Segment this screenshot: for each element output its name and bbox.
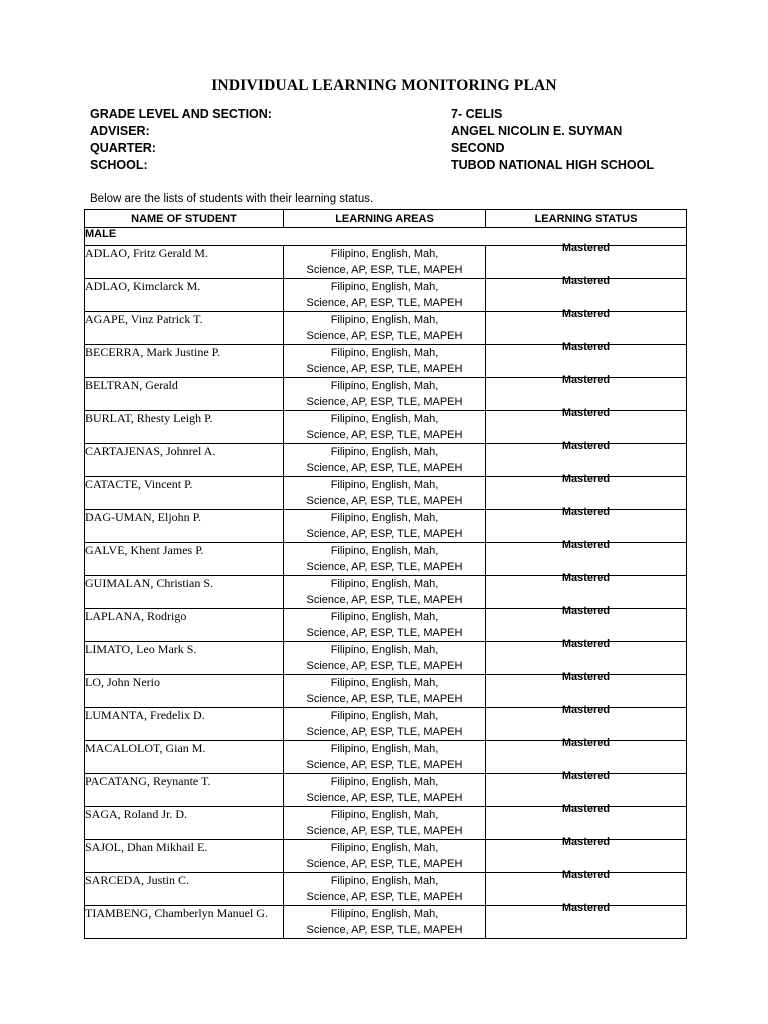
table-row: [85, 906, 687, 939]
learning-areas-cell: [284, 741, 486, 774]
table-row: [85, 609, 687, 642]
learning-areas-line: Science, AP, ESP, TLE, MAPEH: [306, 297, 463, 309]
info-row-adviser: [90, 123, 690, 140]
table-row: [85, 642, 687, 675]
table-row: [85, 807, 687, 840]
learning-status: Mastered: [561, 671, 611, 683]
learning-status: Mastered: [561, 539, 611, 551]
learning-areas-cell: [284, 774, 486, 807]
learning-areas-cell: [284, 708, 486, 741]
learning-status-cell: [486, 902, 687, 939]
learning-areas-line: Filipino, English, Mah,: [330, 644, 439, 656]
learning-areas-line: Science, AP, ESP, TLE, MAPEH: [306, 462, 463, 474]
learning-status-cell: [486, 539, 687, 576]
learning-status: Mastered: [561, 572, 611, 584]
learning-areas-cell: [284, 642, 486, 675]
student-name: LAPLANA, Rodrigo: [85, 609, 284, 642]
student-name: SAJOL, Dhan Mikhail E.: [85, 840, 284, 873]
learning-status-cell: [486, 374, 687, 411]
learning-areas-cell: [284, 543, 486, 576]
learning-areas-line: Filipino, English, Mah,: [330, 413, 439, 425]
learning-areas-line: Filipino, English, Mah,: [330, 908, 439, 920]
student-name: BURLAT, Rhesty Leigh P.: [85, 411, 284, 444]
learning-areas-cell: [284, 807, 486, 840]
learning-areas-line: Filipino, English, Mah,: [330, 347, 439, 359]
table-row: [85, 840, 687, 873]
info-row-grade: [90, 106, 690, 123]
table-row: [85, 378, 687, 411]
learning-areas-line: Science, AP, ESP, TLE, MAPEH: [306, 528, 463, 540]
student-name: PACATANG, Reynante T.: [85, 774, 284, 807]
student-name: DAG-UMAN, Eljohn P.: [85, 510, 284, 543]
student-name: GALVE, Khent James P.: [85, 543, 284, 576]
table-row: [85, 279, 687, 312]
learning-areas-line: Filipino, English, Mah,: [330, 611, 439, 623]
learning-status: Mastered: [561, 638, 611, 650]
learning-areas-line: Science, AP, ESP, TLE, MAPEH: [306, 495, 463, 507]
info-value: TUBOD NATIONAL HIGH SCHOOL: [451, 158, 655, 172]
learning-status-cell: [486, 803, 687, 840]
learning-areas-line: Filipino, English, Mah,: [330, 512, 439, 524]
learning-status: Mastered: [561, 506, 611, 518]
learning-status-cell: [486, 341, 687, 378]
student-name: TIAMBENG, Chamberlyn Manuel G.: [85, 906, 284, 939]
learning-status-cell: [486, 275, 687, 312]
learning-status: Mastered: [561, 473, 611, 485]
learning-areas-line: Filipino, English, Mah,: [330, 677, 439, 689]
info-label: QUARTER:: [90, 141, 156, 155]
student-name: LO, John Nerio: [85, 675, 284, 708]
learning-status-cell: [486, 737, 687, 774]
learning-areas-cell: [284, 279, 486, 312]
learning-status-cell: [486, 407, 687, 444]
table-row: [85, 675, 687, 708]
learning-areas-line: Science, AP, ESP, TLE, MAPEH: [306, 792, 463, 804]
table-row: [85, 708, 687, 741]
learning-areas-line: Filipino, English, Mah,: [330, 809, 439, 821]
student-name: SAGA, Roland Jr. D.: [85, 807, 284, 840]
learning-areas-cell: [284, 873, 486, 906]
info-row-school: [90, 157, 690, 174]
learning-areas-line: Filipino, English, Mah,: [330, 281, 439, 293]
learning-status: Mastered: [561, 836, 611, 848]
learning-areas-line: Science, AP, ESP, TLE, MAPEH: [306, 924, 463, 936]
info-value: SECOND: [451, 141, 505, 155]
learning-status-cell: [486, 440, 687, 477]
learning-areas-cell: [284, 411, 486, 444]
learning-status: Mastered: [561, 902, 611, 914]
learning-areas-cell: [284, 840, 486, 873]
learning-status-cell: [486, 836, 687, 873]
info-block: [90, 106, 690, 174]
learning-status-cell: [486, 638, 687, 675]
learning-status: Mastered: [561, 440, 611, 452]
learning-areas-line: Filipino, English, Mah,: [330, 578, 439, 590]
learning-areas-cell: [284, 378, 486, 411]
table-row: [85, 741, 687, 774]
header-name: NAME OF STUDENT: [85, 210, 284, 228]
info-label: GRADE LEVEL AND SECTION:: [90, 107, 272, 121]
learning-areas-line: Filipino, English, Mah,: [330, 314, 439, 326]
learning-areas-line: Filipino, English, Mah,: [330, 710, 439, 722]
student-name: GUIMALAN, Christian S.: [85, 576, 284, 609]
table-row: [85, 543, 687, 576]
table-row: [85, 774, 687, 807]
learning-areas-line: Science, AP, ESP, TLE, MAPEH: [306, 594, 463, 606]
learning-areas-line: Science, AP, ESP, TLE, MAPEH: [306, 825, 463, 837]
learning-status-cell: [486, 770, 687, 807]
info-row-quarter: [90, 140, 690, 157]
header-areas: LEARNING AREAS: [284, 210, 486, 228]
learning-status: Mastered: [561, 803, 611, 815]
learning-areas-line: Filipino, English, Mah,: [330, 743, 439, 755]
learning-areas-line: Filipino, English, Mah,: [330, 842, 439, 854]
learning-status: Mastered: [561, 341, 611, 353]
learning-areas-line: Science, AP, ESP, TLE, MAPEH: [306, 858, 463, 870]
student-name: AGAPE, Vinz Patrick T.: [85, 312, 284, 345]
table-row: [85, 345, 687, 378]
learning-areas-line: Science, AP, ESP, TLE, MAPEH: [306, 396, 463, 408]
learning-areas-cell: [284, 906, 486, 939]
info-label: SCHOOL:: [90, 158, 148, 172]
learning-areas-cell: [284, 609, 486, 642]
learning-areas-line: Filipino, English, Mah,: [330, 380, 439, 392]
learning-areas-cell: [284, 510, 486, 543]
learning-areas-line: Science, AP, ESP, TLE, MAPEH: [306, 429, 463, 441]
learning-areas-line: Filipino, English, Mah,: [330, 446, 439, 458]
info-label: ADVISER:: [90, 124, 150, 138]
learning-areas-line: Filipino, English, Mah,: [330, 875, 439, 887]
learning-status-cell: [486, 605, 687, 642]
learning-areas-cell: [284, 246, 486, 279]
learning-status-cell: [486, 704, 687, 741]
learning-status-cell: [486, 671, 687, 708]
learning-areas-cell: [284, 312, 486, 345]
section-label: MALE: [85, 228, 687, 246]
header-status: LEARNING STATUS: [486, 210, 687, 228]
table-row: [85, 312, 687, 345]
learning-areas-line: Science, AP, ESP, TLE, MAPEH: [306, 660, 463, 672]
learning-status: Mastered: [561, 242, 611, 254]
students-table: [84, 209, 687, 939]
learning-areas-line: Science, AP, ESP, TLE, MAPEH: [306, 330, 463, 342]
student-name: MACALOLOT, Gian M.: [85, 741, 284, 774]
learning-status: Mastered: [561, 605, 611, 617]
learning-areas-cell: [284, 345, 486, 378]
learning-status: Mastered: [561, 308, 611, 320]
learning-areas-cell: [284, 444, 486, 477]
table-row: [85, 873, 687, 906]
learning-areas-line: Science, AP, ESP, TLE, MAPEH: [306, 759, 463, 771]
table-row: [85, 444, 687, 477]
learning-status-cell: [486, 572, 687, 609]
student-name: SARCEDA, Justin C.: [85, 873, 284, 906]
learning-status: Mastered: [561, 869, 611, 881]
learning-status: Mastered: [561, 407, 611, 419]
learning-status: Mastered: [561, 704, 611, 716]
learning-areas-cell: [284, 477, 486, 510]
info-value: ANGEL NICOLIN E. SUYMAN: [451, 124, 623, 138]
learning-areas-line: Filipino, English, Mah,: [330, 545, 439, 557]
table-row: [85, 576, 687, 609]
learning-areas-line: Science, AP, ESP, TLE, MAPEH: [306, 726, 463, 738]
learning-areas-line: Filipino, English, Mah,: [330, 248, 439, 260]
learning-areas-line: Science, AP, ESP, TLE, MAPEH: [306, 627, 463, 639]
table-header-row: [85, 210, 687, 228]
table-row: [85, 510, 687, 543]
student-name: BELTRAN, Gerald: [85, 378, 284, 411]
learning-areas-line: Filipino, English, Mah,: [330, 479, 439, 491]
learning-areas-cell: [284, 675, 486, 708]
learning-areas-line: Science, AP, ESP, TLE, MAPEH: [306, 561, 463, 573]
student-name: ADLAO, Fritz Gerald M.: [85, 246, 284, 279]
learning-status: Mastered: [561, 770, 611, 782]
student-name: CARTAJENAS, Johnrel A.: [85, 444, 284, 477]
learning-status-cell: [486, 473, 687, 510]
learning-status: Mastered: [561, 275, 611, 287]
learning-areas-cell: [284, 576, 486, 609]
table-row: [85, 246, 687, 279]
table-row: [85, 477, 687, 510]
learning-areas-line: Science, AP, ESP, TLE, MAPEH: [306, 693, 463, 705]
learning-status-cell: [486, 506, 687, 543]
learning-areas-line: Science, AP, ESP, TLE, MAPEH: [306, 891, 463, 903]
learning-status: Mastered: [561, 737, 611, 749]
student-name: LIMATO, Leo Mark S.: [85, 642, 284, 675]
learning-status-cell: [486, 308, 687, 345]
student-name: LUMANTA, Fredelix D.: [85, 708, 284, 741]
student-name: BECERRA, Mark Justine P.: [85, 345, 284, 378]
document-title: INDIVIDUAL LEARNING MONITORING PLAN: [211, 77, 557, 94]
intro-text: Below are the lists of students with their learning status.: [90, 193, 374, 205]
learning-status: Mastered: [561, 374, 611, 386]
learning-status-cell: [486, 242, 687, 279]
learning-areas-line: Filipino, English, Mah,: [330, 776, 439, 788]
info-value: 7- CELIS: [451, 107, 503, 121]
table-row: [85, 411, 687, 444]
learning-areas-line: Science, AP, ESP, TLE, MAPEH: [306, 363, 463, 375]
learning-areas-line: Science, AP, ESP, TLE, MAPEH: [306, 264, 463, 276]
student-name: ADLAO, Kimclarck M.: [85, 279, 284, 312]
learning-status-cell: [486, 869, 687, 906]
student-name: CATACTE, Vincent P.: [85, 477, 284, 510]
